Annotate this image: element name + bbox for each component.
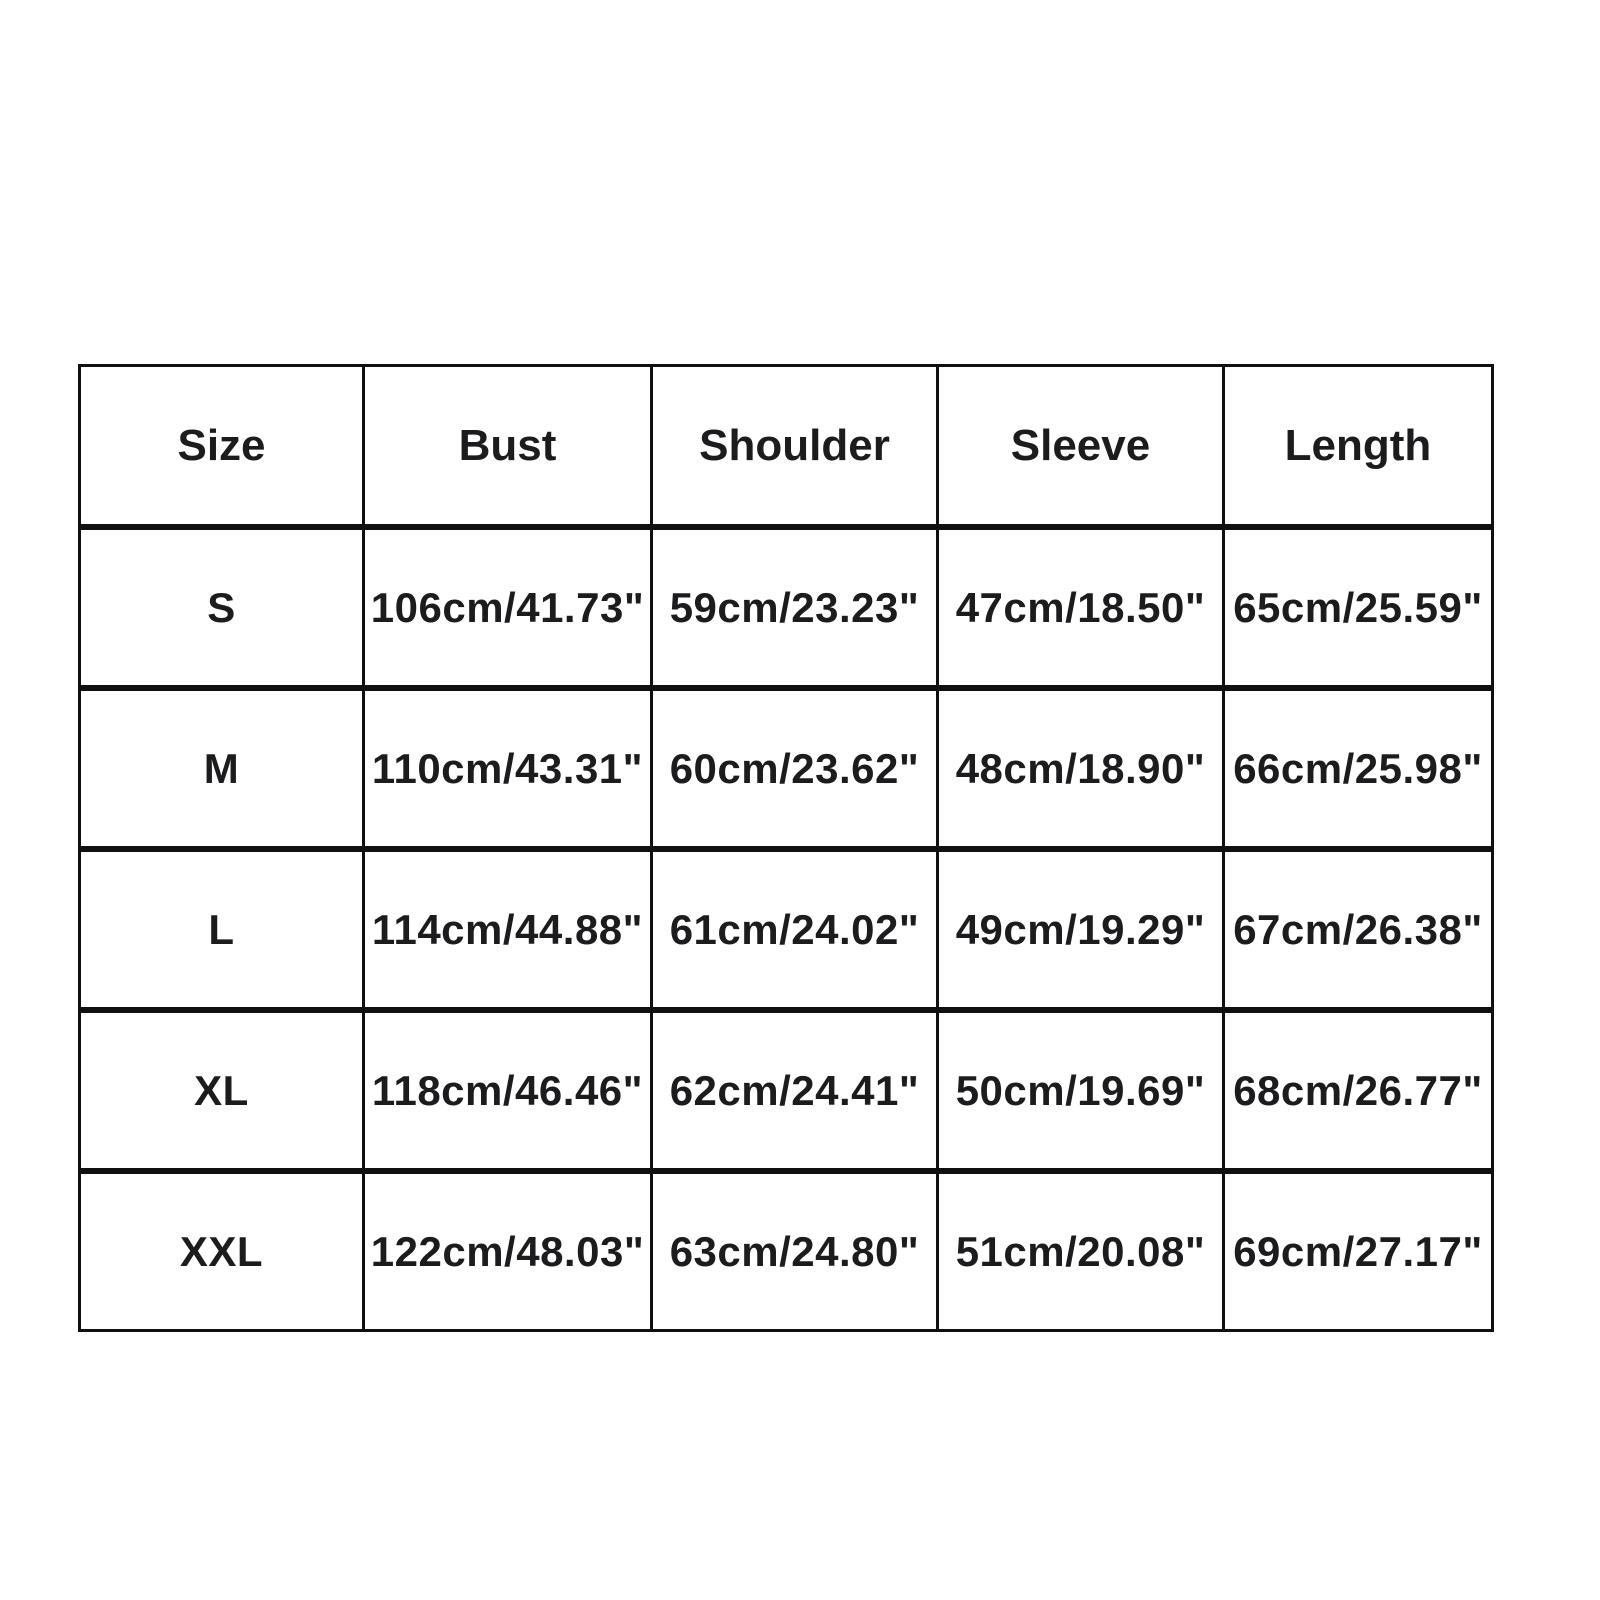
size-cell: M xyxy=(80,688,364,849)
size-cell: XL xyxy=(80,1010,364,1171)
size-cell: XXL xyxy=(80,1171,364,1331)
table-row-l xyxy=(80,849,1493,1010)
length-cell: 69cm/27.17" xyxy=(1224,1171,1493,1331)
shoulder-cell: 63cm/24.80" xyxy=(652,1171,938,1331)
shoulder-cell: 60cm/23.62" xyxy=(652,688,938,849)
column-header-shoulder: Shoulder xyxy=(652,366,938,528)
column-header-bust: Bust xyxy=(364,366,652,528)
bust-cell: 106cm/41.73" xyxy=(364,527,652,688)
table-row-m xyxy=(80,688,1493,849)
table-row-s xyxy=(80,527,1493,688)
length-cell: 65cm/25.59" xyxy=(1224,527,1493,688)
sleeve-cell: 49cm/19.29" xyxy=(938,849,1224,1010)
bust-cell: 122cm/48.03" xyxy=(364,1171,652,1331)
length-cell: 67cm/26.38" xyxy=(1224,849,1493,1010)
sleeve-cell: 47cm/18.50" xyxy=(938,527,1224,688)
size-cell: L xyxy=(80,849,364,1010)
length-cell: 66cm/25.98" xyxy=(1224,688,1493,849)
shoulder-cell: 59cm/23.23" xyxy=(652,527,938,688)
length-cell: 68cm/26.77" xyxy=(1224,1010,1493,1171)
sleeve-cell: 50cm/19.69" xyxy=(938,1010,1224,1171)
bust-cell: 118cm/46.46" xyxy=(364,1010,652,1171)
column-header-length: Length xyxy=(1224,366,1493,528)
header-row xyxy=(80,366,1493,528)
column-header-size: Size xyxy=(80,366,364,528)
size-cell: S xyxy=(80,527,364,688)
table-row-xl xyxy=(80,1010,1493,1171)
sleeve-cell: 51cm/20.08" xyxy=(938,1171,1224,1331)
shoulder-cell: 62cm/24.41" xyxy=(652,1010,938,1171)
sleeve-cell: 48cm/18.90" xyxy=(938,688,1224,849)
shoulder-cell: 61cm/24.02" xyxy=(652,849,938,1010)
bust-cell: 110cm/43.31" xyxy=(364,688,652,849)
size-chart-table xyxy=(78,364,1494,1332)
table-row-xxl xyxy=(80,1171,1493,1331)
column-header-sleeve: Sleeve xyxy=(938,366,1224,528)
bust-cell: 114cm/44.88" xyxy=(364,849,652,1010)
